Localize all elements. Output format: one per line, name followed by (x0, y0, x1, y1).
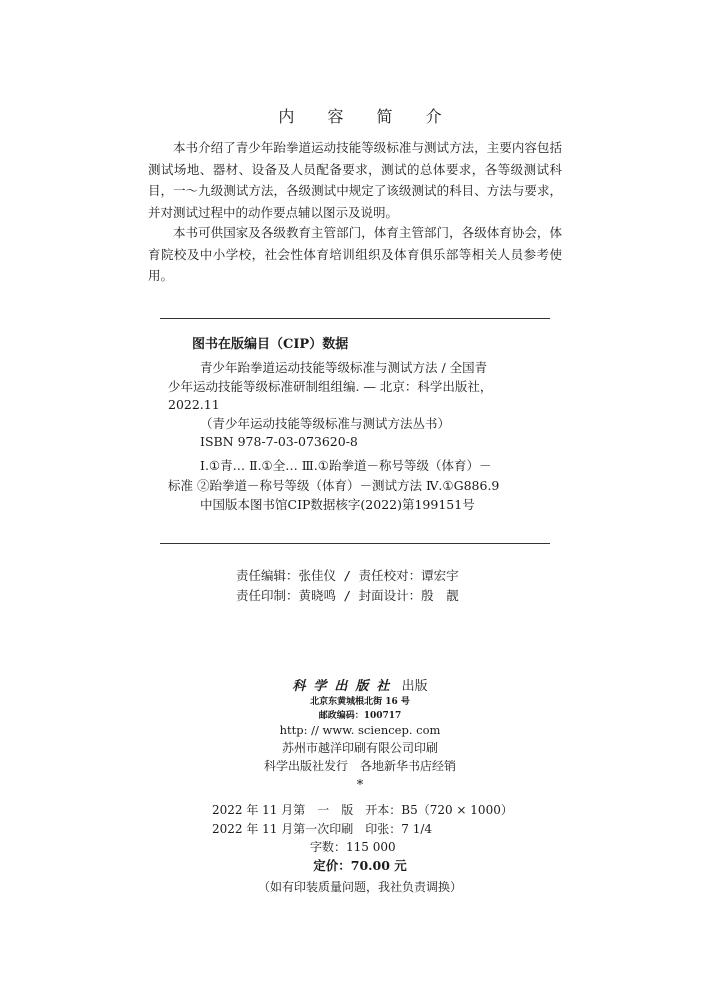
intro-text-2: 本书可供国家及各级教育主管部门，体育主管部门，各级体育协会，体育院校及中小学校，社会性体育培训组织及体育俱乐部等相关人员参考使用。 (148, 225, 562, 283)
cip-line: 2022.11 (168, 397, 220, 412)
price-line: 定价：70.00 元 (313, 858, 407, 873)
publisher-logo: 科学出版社 (292, 679, 398, 694)
cip-entry (168, 359, 548, 452)
cip-line: 少年运动技能等级标准研制组组编. — 北京：科学出版社， (168, 378, 493, 394)
credits-line-2: 责任印制：黄晓鸣 / 封面设计：殷 靓 (236, 587, 459, 603)
cip-title: 图书在版编目（CIP）数据 (192, 337, 349, 352)
cip-data-block (160, 318, 550, 544)
printing-line: 2022 年 11 月第一次印刷 印张：7 1/4 (212, 822, 433, 836)
page-title: 内 容 简 介 (278, 107, 456, 126)
intro-paragraph-2 (148, 222, 562, 287)
edition-line: 2022 年 11 月第 一 版 开本：B5（720 × 1000） (212, 803, 513, 817)
intro-text-1: 本书介绍了青少年跆拳道运动技能等级标准与测试方法，主要内容包括测试场地、器材、设备及人员配备要求，测试的总体要求，各等级测试科目，一～九级测试方法，各级测试中规定了该级测试的科目、方法与要求，并对测试过程中的动作要点辅以图示及说明。 (148, 140, 562, 220)
publisher-address: 北京东黄城根北街 16 号 (310, 697, 410, 707)
publisher-suffix: 出版 (401, 679, 428, 694)
cip-line: 青少年跆拳道运动技能等级标准与测试方法 / 全国青 (200, 360, 488, 375)
cip-classification (168, 456, 548, 515)
quality-note: （如有印装质量问题，我社负责调换） (257, 880, 462, 894)
separator-asterisk: * (356, 778, 364, 793)
intro-paragraph-1 (148, 137, 562, 223)
word-count-line: 字数：115 000 (310, 840, 396, 854)
publisher-postcode: 邮政编码：100717 (318, 711, 402, 721)
cip-class-line: Ⅰ.①青… Ⅱ.①全… Ⅲ.①跆拳道－称号等级（体育）－ (200, 458, 492, 473)
distribution-line: 科学出版社发行 各地新华书店经销 (263, 759, 456, 773)
cip-line: ISBN 978-7-03-073620-8 (200, 434, 358, 449)
credits-line-1: 责任编辑：张佳仪 / 责任校对：谭宏宇 (236, 568, 459, 583)
credits-block (236, 566, 459, 605)
cip-class-line: 中国版本图书馆CIP数据核字(2022)第199151号 (200, 497, 475, 512)
publisher-url: http: // www. sciencep. com (279, 723, 441, 737)
printer-line: 苏州市越洋印刷有限公司印刷 (281, 741, 438, 755)
cip-line: （青少年运动技能等级标准与测试方法丛书） (200, 415, 451, 431)
publisher-line (0, 675, 720, 694)
cip-class-line: 标准 ②跆拳道－称号等级（体育）－测试方法 Ⅳ.①G886.9 (168, 477, 500, 493)
